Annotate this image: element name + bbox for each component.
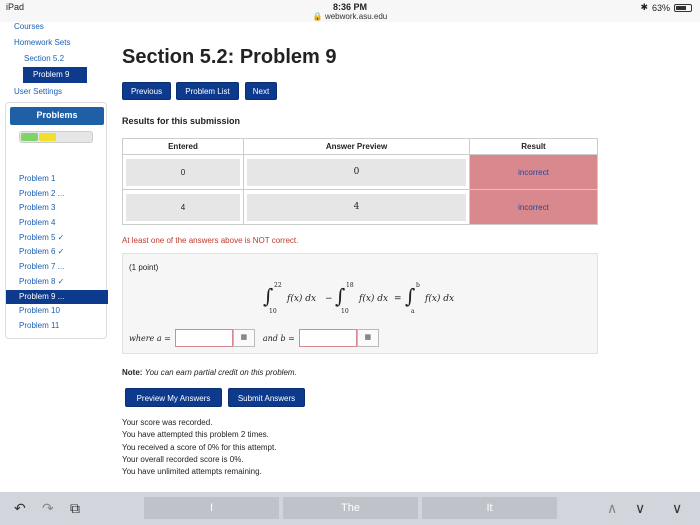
page-title: Section 5.2: Problem 9 [122,46,337,68]
and-b-label: and b = [262,333,295,343]
answer-b-input[interactable] [299,329,357,347]
int2-lower: 10 [341,308,349,315]
battery-percent: 63% [651,2,670,13]
points-label: (1 point) [129,263,159,272]
integral-equation [263,282,463,314]
problem-box [122,253,598,354]
note-text: You can earn partial credit on this problem. [144,368,297,377]
result-cell: incorrect [470,190,598,225]
sidebar-link-courses[interactable]: Courses [14,22,44,31]
result-cell: incorrect [470,155,598,190]
sidebar-link-user-settings[interactable]: User Settings [14,87,63,96]
previous-field-icon[interactable]: ∧ [607,500,618,516]
problem-list-item[interactable]: Problem 5 ✓ [19,232,65,242]
int3-lower: a [411,308,415,315]
equation-editor-icon[interactable]: ▦ [233,329,255,347]
problem-list-item[interactable]: Problem 3 [19,203,56,213]
problems-header: Problems [10,107,104,125]
equation-editor-icon[interactable]: ▦ [357,329,379,347]
sidebar-link-current-problem[interactable]: Problem 9 [23,67,87,83]
problems-panel [5,102,107,339]
next-field-icon[interactable]: ∨ [635,500,646,516]
progress-partial-segment [39,133,56,141]
preview-cell: 0 [244,155,470,190]
header-answer-preview: Answer Preview [244,139,470,155]
url-text: webwork.asu.edu [324,12,388,21]
preview-cell: 4 [244,190,470,225]
sidebar-link-section[interactable]: Section 5.2 [24,54,65,63]
int1-upper: 22 [274,282,282,289]
entered-cell: 0 [123,155,244,190]
header-entered: Entered [123,139,244,155]
suggestion-2[interactable]: The [283,497,418,519]
problem-list-item[interactable]: Problem 7 ... [19,262,65,272]
minus-sign: − [325,294,333,304]
partial-credit-note [122,368,297,377]
problem-list-item[interactable]: Problem 1 [19,174,56,183]
integral-sign-1: ∫ [263,284,274,308]
battery-icon [674,4,692,12]
int3-upper: b [416,282,420,289]
answer-row [129,329,379,347]
table-row [123,155,598,190]
integrand-2: f(x) dx [359,294,389,304]
keyboard-bar [0,492,700,525]
suggestion-1[interactable]: I [144,497,279,519]
results-heading: Results for this submission [122,116,241,126]
integral-sign-3: ∫ [405,284,416,308]
int1-lower: 10 [269,308,277,315]
integrand-3: f(x) dx [425,294,455,304]
problem-list-item[interactable]: Problem 4 [19,218,56,228]
previous-button[interactable]: Previous [122,82,171,100]
message-line: You have attempted this problem 2 times. [122,430,269,440]
submit-answers-button[interactable]: Submit Answers [228,388,305,407]
message-line: Your score was recorded. [122,418,213,427]
score-messages [122,417,276,478]
integral-sign-2: ∫ [335,284,346,308]
device-label: iPad [6,2,25,12]
progress-bar [19,131,93,143]
answer-a-input[interactable] [175,329,233,347]
problem-list-button[interactable]: Problem List [176,82,239,100]
clipboard-icon[interactable]: ⧉ [70,500,80,516]
entered-cell: 4 [123,190,244,225]
clock: 8:36 PM [332,2,367,12]
where-a-label: where a = [129,333,171,343]
problem-list-item[interactable]: Problem 10 [19,306,60,316]
table-row [123,190,598,225]
sidebar-link-homework-sets[interactable]: Homework Sets [14,38,71,47]
bluetooth-icon: ✱ [640,2,648,12]
problem-list-item[interactable]: Problem 2 ... [19,188,65,198]
problem-list-item[interactable]: Problem 8 ✓ [19,276,65,286]
next-button[interactable]: Next [245,82,277,100]
progress-correct-segment [21,133,38,141]
message-line: You received a score of 0% for this attempt. [122,442,277,452]
status-bar [0,0,700,22]
header-result: Result [470,139,598,155]
equals-sign: = [394,294,402,304]
problem-list-item-active[interactable]: Problem 9 ... [6,290,108,305]
message-line: You have unlimited attempts remaining. [122,467,262,477]
preview-answers-button[interactable]: Preview My Answers [125,388,222,407]
redo-icon[interactable]: ↷ [42,500,54,516]
url-bar[interactable]: 🔒 webwork.asu.edu [312,12,388,21]
problem-list [6,172,108,334]
integrand-1: f(x) dx [287,294,317,304]
status-right [640,2,692,13]
undo-icon[interactable]: ↶ [14,500,26,516]
problem-list-item[interactable]: Problem 6 ✓ [19,247,65,257]
note-label: Note: [122,368,143,377]
int2-upper: 18 [346,282,354,289]
suggestion-3[interactable]: It [422,497,557,519]
results-table [122,138,598,225]
message-line: Your overall recorded score is 0%. [122,454,244,464]
hide-keyboard-icon[interactable]: ∨ [672,500,683,516]
incorrect-warning: At least one of the answers above is NOT correct. [122,236,299,245]
problem-list-item[interactable]: Problem 11 [19,320,60,330]
